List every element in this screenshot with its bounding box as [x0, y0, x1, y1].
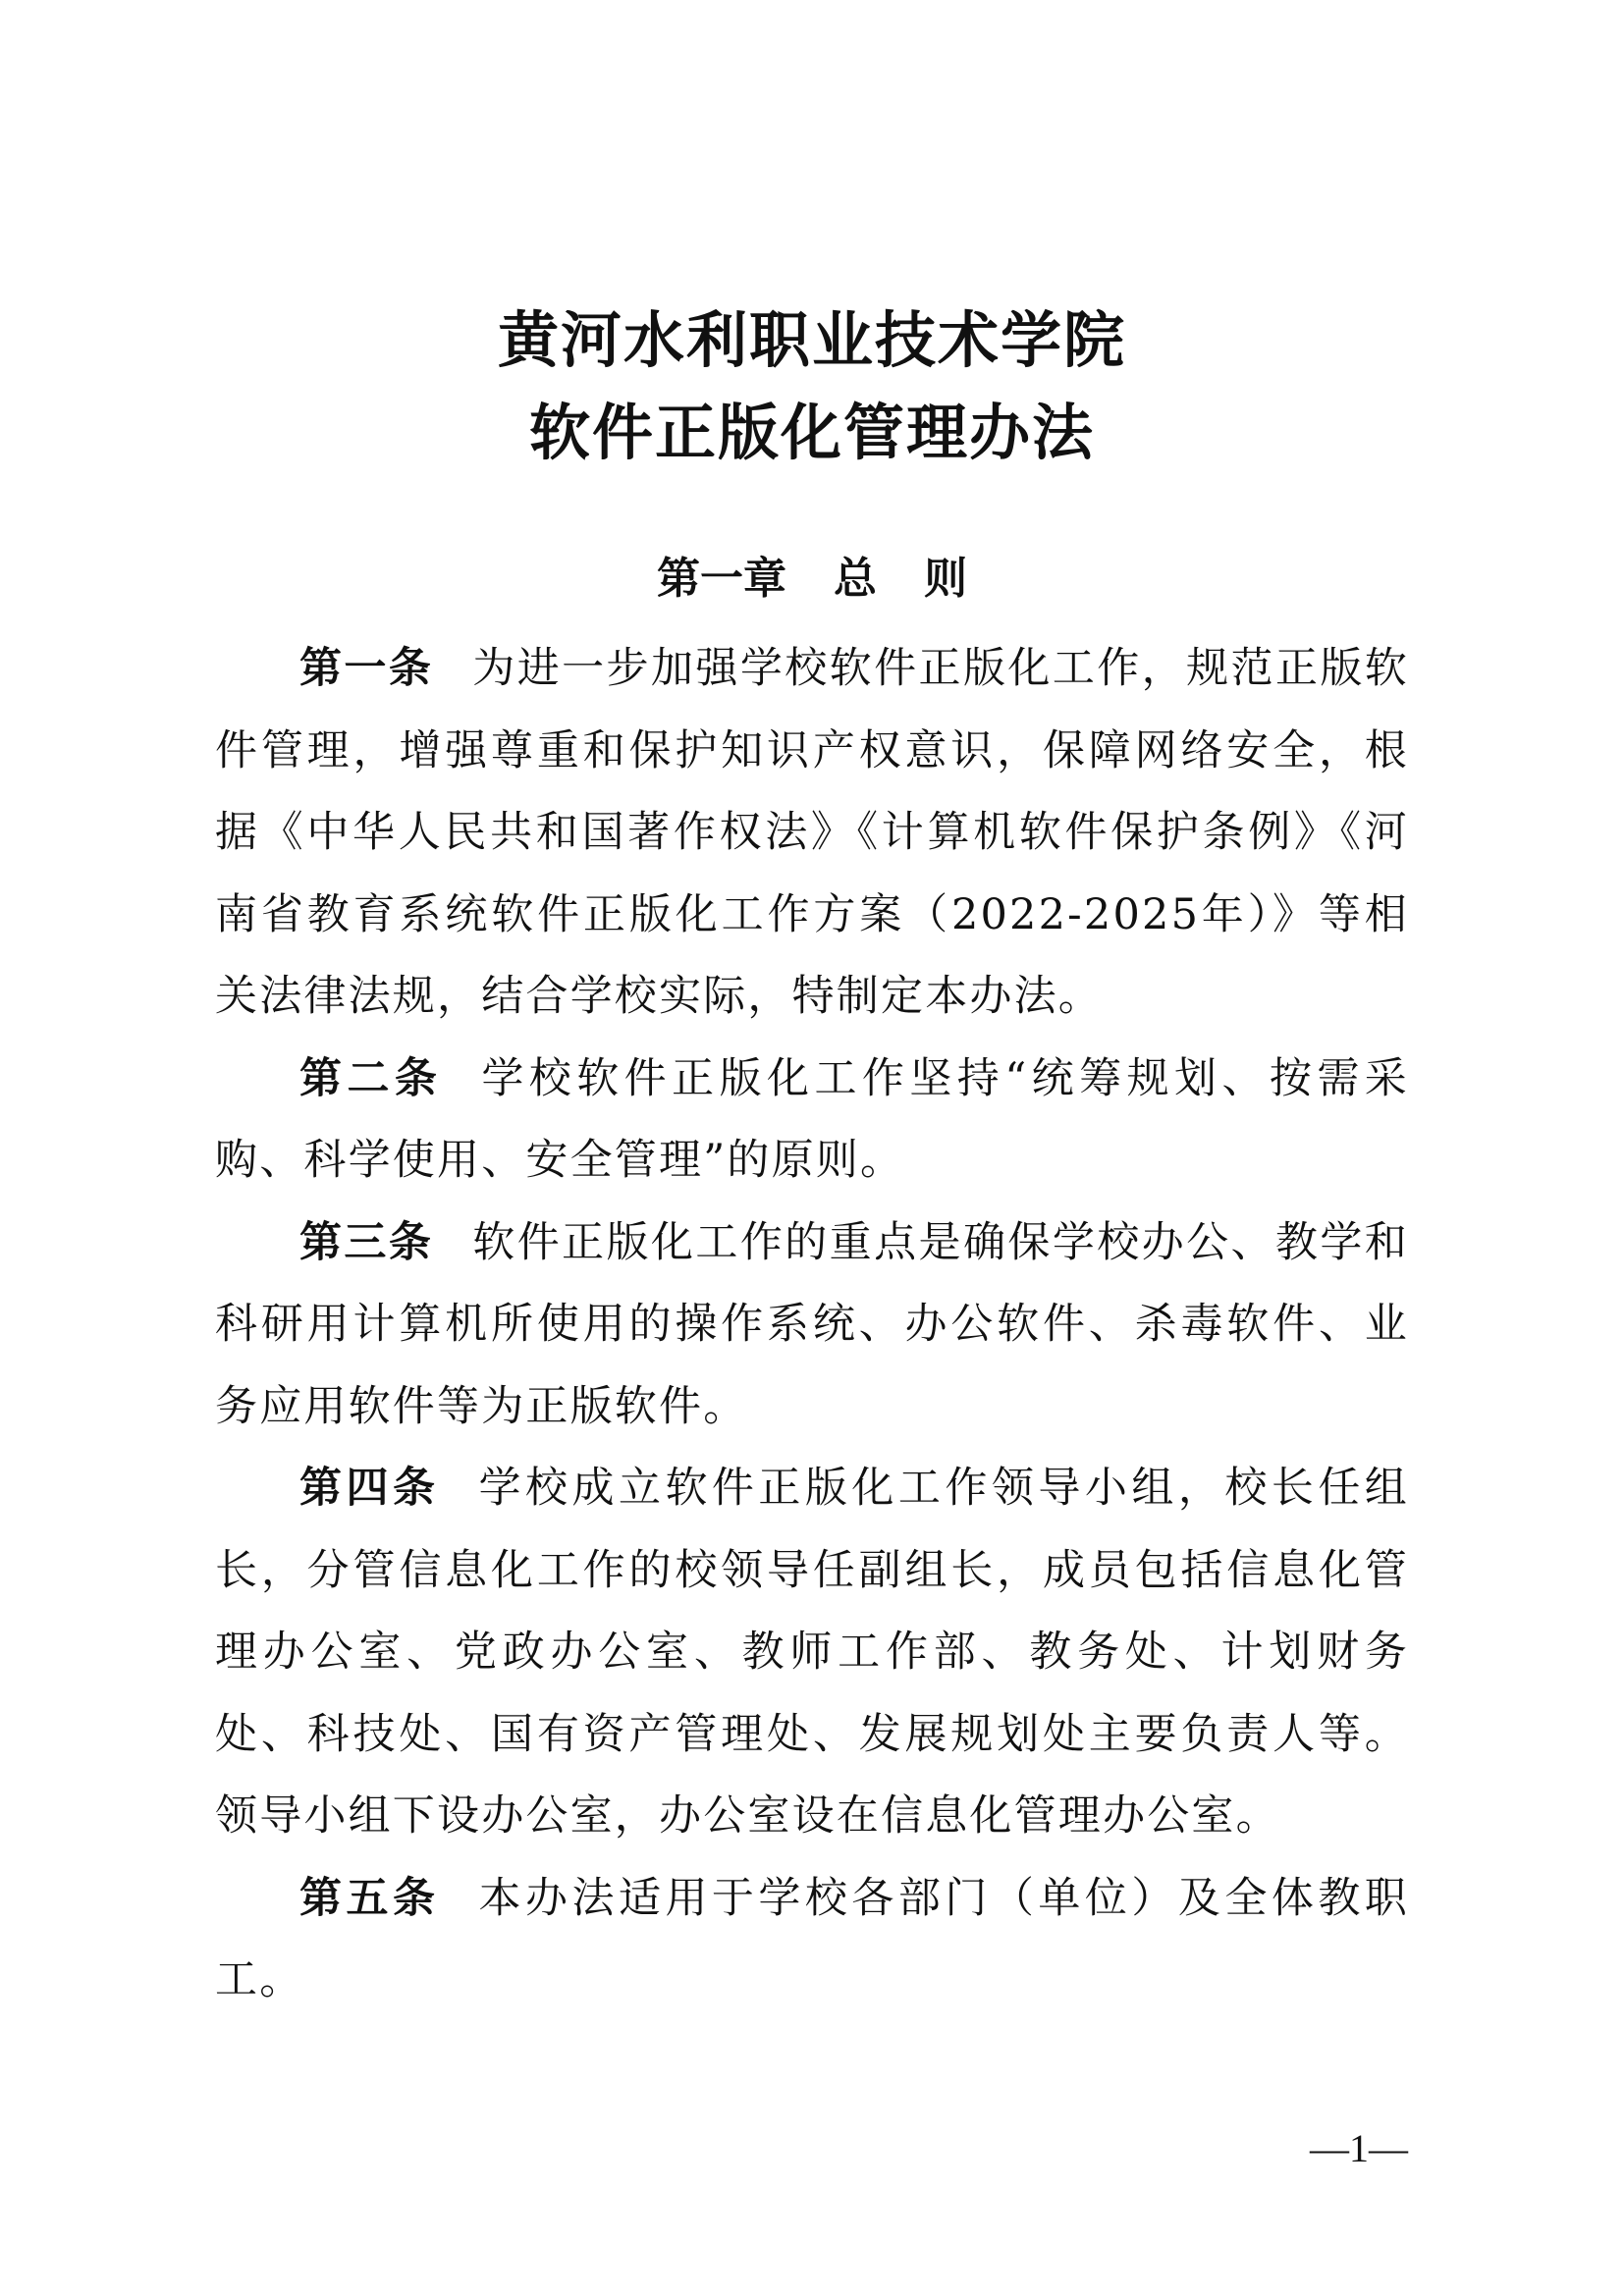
article-3: [215, 1202, 1409, 1449]
article-number: 第四条: [299, 1464, 440, 1513]
chapter-title-char-2: 则: [924, 554, 967, 604]
document-title: [0, 294, 1624, 479]
article-text: 本办法适用于学校各部门（单位）及全体教职工。: [215, 1873, 1410, 2004]
article-5: [215, 1858, 1409, 2022]
page-number: —1—: [1310, 2126, 1408, 2170]
article-1: [215, 628, 1409, 1039]
chapter-heading: [0, 550, 1624, 609]
title-line-2: 软件正版化管理办法: [528, 397, 1095, 468]
article-text: 学校软件正版化工作坚持“统筹规划、按需采购、科学使用、安全管理”的原则。: [215, 1053, 1409, 1185]
article-number: 第二条: [299, 1053, 443, 1103]
article-4: [215, 1448, 1409, 1858]
article-number: 第三条: [299, 1217, 434, 1267]
document-body: [215, 628, 1409, 2022]
article-2: [215, 1039, 1409, 1202]
article-number: 第五条: [299, 1873, 440, 1923]
article-text: 为进一步加强学校软件正版化工作，规范正版软件管理，增强尊重和保护知识产权意识，保障网络安全，根据《中华人民共和国著作权法》《计算机软件保护条例》《河南省教育系统软件正版化工作方案（2022-2025年）》等相关法律法规，结合学校实际，特制定本办法。: [215, 644, 1409, 1021]
chapter-number: 第一章: [657, 554, 786, 604]
article-text: 学校成立软件正版化工作领导小组，校长任组长，分管信息化工作的校领导任副组长，成员包括信息化管理办公室、党政办公室、教师工作部、教务处、计划财务处、科技处、国有资产管理处、发展规划处主要负责人等。领导小组下设办公室，办公室设在信息化管理办公室。: [215, 1464, 1410, 1841]
chapter-title-char-1: 总: [834, 554, 877, 604]
title-line-1: 黄河水利职业技术学院: [497, 304, 1126, 376]
article-text: 软件正版化工作的重点是确保学校办公、教学和科研用计算机所使用的操作系统、办公软件、杀毒软件、业务应用软件等为正版软件。: [215, 1217, 1409, 1431]
article-number: 第一条: [299, 644, 434, 693]
